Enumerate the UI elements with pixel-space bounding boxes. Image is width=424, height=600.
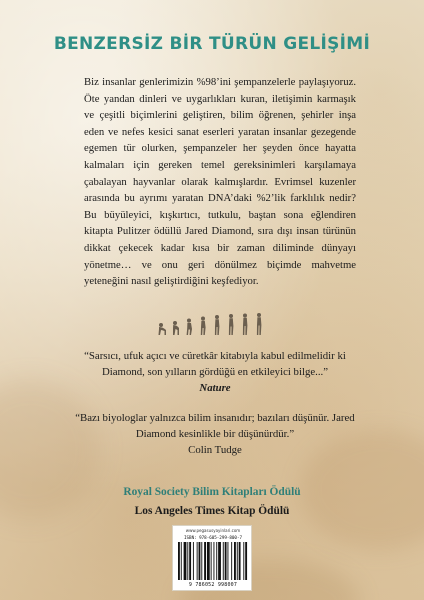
barcode-bar	[181, 542, 182, 580]
quote-text: “Bazı biyologlar yalnızca bilim insanıdır; bazıları düşünür. Jared Diamond kesinlikle bir düşünürdür.”	[75, 412, 355, 440]
book-description: Biz insanlar genlerimizin %98’ini şempanzelerle paylaşıyoruz. Öte yandan dinleri ve uygarlıkları kuran, iletişimin karmaşık ve çeşitli biçimlerini geliştiren, bilim öğrenen, şehirler inşa eden ve nefes kesici sanat eserleri yaratan insanlar gezegende egemen tür olurken, şempanzeler her şeyden önce hayatta kalmaları için gereken temel gereksinimleri karşılamaya çabalayan hayvanlar olarak kalmışlardır. Evrimsel kuzenler arasında bu ayrımı yaratan DNA’daki %2’lik farklılık nedir? Bu büyüleyici, kışkırtıcı, tutkulu, baştan sona eğlendiren kitapta Pulitzer ödüllü Jared Diamond, sıra dışı insan türünün dikkat çekecek kadar kısa bir zaman diliminde dünyayı yönetme… ve onu geri dönülmez biçimde mahvetme yeteneğini nasıl geliştirdiğini keşfediyor.	[84, 76, 356, 288]
barcode-bar	[218, 542, 221, 580]
barcode-bar	[193, 542, 194, 580]
barcode-bar	[234, 542, 236, 580]
barcode-bar	[204, 542, 206, 580]
barcode-bar	[231, 542, 232, 580]
award-los-angeles-times: Los Angeles Times Kitap Ödülü	[134, 505, 290, 517]
barcode-bar	[178, 542, 180, 580]
barcode-bar	[184, 542, 187, 580]
barcode-bar	[227, 542, 228, 580]
barcode-bar	[189, 542, 191, 580]
barcode-bar	[187, 542, 188, 580]
barcode-bar	[216, 542, 217, 580]
barcode-icon	[178, 542, 248, 580]
barcode-bar	[223, 542, 224, 580]
barcode-label	[172, 525, 252, 591]
human-evolution-icon	[155, 310, 269, 336]
quote-source: Nature	[199, 382, 231, 394]
review-quote-1	[70, 348, 360, 396]
barcode-bar	[237, 542, 238, 580]
isbn-text: ISBN: 978-605-299-800-7	[184, 535, 242, 540]
barcode-bar	[243, 542, 244, 580]
award-royal-society: Royal Society Bilim Kitapları Ödülü	[123, 486, 301, 498]
barcode-bar	[225, 542, 227, 580]
cover-title: BENZERSİZ BİR TÜRÜN GELİŞİMİ	[53, 34, 371, 54]
barcode-bar	[239, 542, 241, 580]
barcode-bar	[207, 542, 210, 580]
barcode-bar	[213, 542, 214, 580]
barcode-bar	[201, 542, 202, 580]
publisher-url: www.pegasusyayinlari.com	[185, 528, 241, 533]
barcode-number: 9 786052 998007	[188, 582, 238, 588]
quote-text: “Sarsıcı, ufuk açıcı ve cüretkâr kitabıyla kabul edilmelidir ki Diamond, son yılların gördüğü en etkileyici bilge...”	[84, 350, 346, 378]
barcode-bar	[211, 542, 212, 580]
review-quote-2	[70, 410, 360, 458]
quote-source: Colin Tudge	[188, 444, 242, 456]
barcode-bar	[197, 542, 198, 580]
barcode-bar	[199, 542, 201, 580]
barcode-bar	[245, 542, 247, 580]
